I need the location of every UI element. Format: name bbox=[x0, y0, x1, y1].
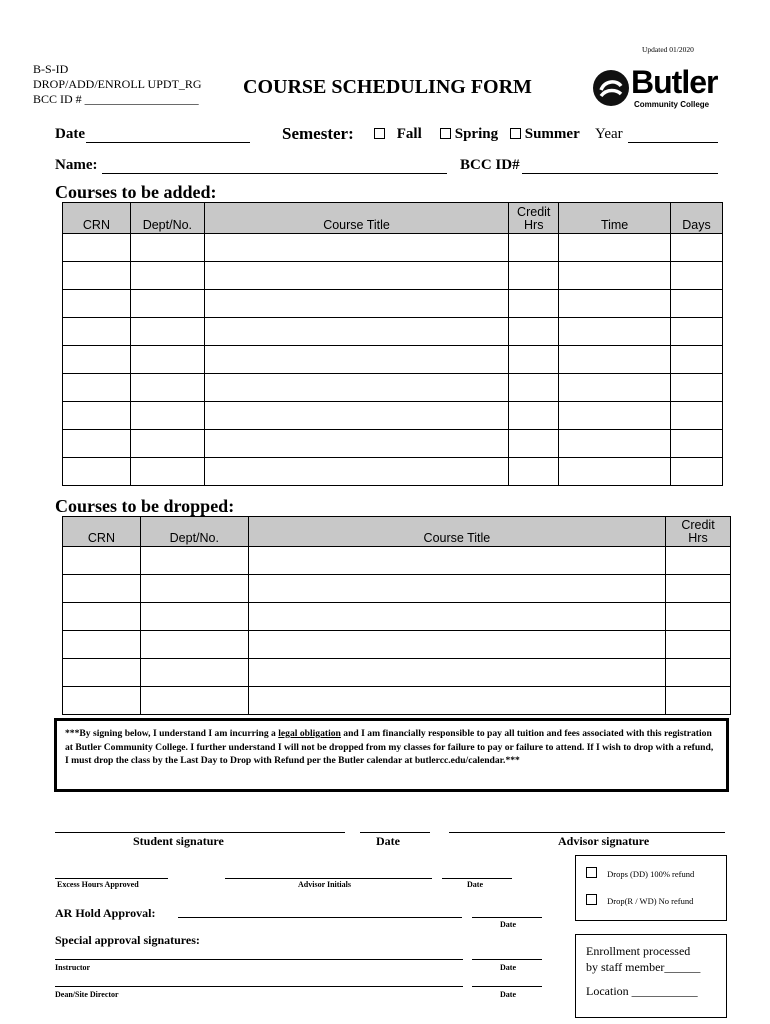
col-credit-hrs bbox=[666, 517, 731, 547]
table-cell[interactable] bbox=[140, 687, 248, 715]
table-cell[interactable] bbox=[248, 603, 665, 631]
table-row bbox=[63, 290, 723, 318]
drop-table-header bbox=[63, 517, 731, 547]
table-cell[interactable] bbox=[509, 290, 559, 318]
table-row bbox=[63, 575, 731, 603]
table-cell[interactable] bbox=[130, 458, 204, 486]
add-courses-table bbox=[62, 202, 723, 486]
credit-line2: Hrs bbox=[688, 531, 708, 545]
table-cell[interactable] bbox=[671, 430, 723, 458]
date-field[interactable] bbox=[86, 127, 250, 143]
table-cell[interactable] bbox=[130, 234, 204, 262]
table-cell[interactable] bbox=[559, 290, 671, 318]
table-cell[interactable] bbox=[130, 430, 204, 458]
advisor-initials-label: Advisor Initials bbox=[298, 880, 351, 889]
table-row bbox=[63, 402, 723, 430]
col-days: Days bbox=[671, 203, 723, 234]
special-approval-label: Special approval signatures: bbox=[55, 933, 200, 947]
table-cell[interactable] bbox=[509, 458, 559, 486]
form-title: COURSE SCHEDULING FORM bbox=[243, 76, 532, 98]
table-cell[interactable] bbox=[671, 374, 723, 402]
instructor-date-field[interactable] bbox=[472, 947, 542, 960]
bcc-id-header: BCC ID # ___________________ bbox=[33, 92, 199, 106]
instructor-field[interactable] bbox=[55, 947, 463, 960]
col-crn: CRN bbox=[63, 203, 131, 234]
refund-100-checkbox[interactable] bbox=[586, 867, 597, 878]
table-cell[interactable] bbox=[140, 603, 248, 631]
col-dept: Dept/No. bbox=[140, 517, 248, 547]
dean-date-field[interactable] bbox=[472, 974, 542, 987]
col-credit-hrs bbox=[509, 203, 559, 234]
table-row bbox=[63, 547, 731, 575]
table-cell[interactable] bbox=[559, 430, 671, 458]
excess-date-label: Date bbox=[467, 880, 483, 889]
table-row bbox=[63, 430, 723, 458]
drop-section-title: Courses to be dropped: bbox=[55, 496, 235, 516]
refund-option-2[interactable] bbox=[586, 894, 693, 906]
table-cell[interactable] bbox=[671, 346, 723, 374]
notice-text-start: ***By signing below, I understand I am incurring a bbox=[65, 728, 279, 739]
table-cell[interactable] bbox=[559, 458, 671, 486]
credit-line1: Credit bbox=[681, 518, 715, 532]
col-course-title: Course Title bbox=[248, 517, 665, 547]
table-cell[interactable] bbox=[559, 402, 671, 430]
summer-label: Summer bbox=[524, 126, 580, 142]
table-cell[interactable] bbox=[130, 346, 204, 374]
table-cell[interactable] bbox=[509, 234, 559, 262]
legal-notice-box bbox=[54, 718, 729, 792]
table-cell[interactable] bbox=[140, 659, 248, 687]
table-row bbox=[63, 687, 731, 715]
bsid-label: B-S-ID bbox=[33, 62, 69, 76]
bcc-id-field[interactable] bbox=[522, 158, 718, 174]
table-row bbox=[63, 318, 723, 346]
date-label: Date bbox=[55, 126, 85, 142]
table-cell[interactable] bbox=[509, 262, 559, 290]
table-row bbox=[63, 346, 723, 374]
notice-text-end: and I am financially responsible to pay all tuition and fees associated with this registration at Butler Community College. I further understand I will not be dropped from my classes for failure to pay or failure to attend. If I wish to drop with a refund, I must drop the class by the Last Day to Drop with Refund per the Butler calendar at butlercc.edu/calendar.*** bbox=[65, 728, 714, 766]
table-cell[interactable] bbox=[63, 687, 141, 715]
table-cell[interactable] bbox=[248, 547, 665, 575]
semester-label: Semester: bbox=[282, 124, 354, 143]
table-cell[interactable] bbox=[130, 402, 204, 430]
excess-hours-field[interactable] bbox=[55, 866, 168, 879]
table-cell[interactable] bbox=[63, 318, 131, 346]
table-cell[interactable] bbox=[248, 659, 665, 687]
table-cell[interactable] bbox=[63, 402, 131, 430]
table-cell[interactable] bbox=[63, 603, 141, 631]
table-cell[interactable] bbox=[63, 575, 141, 603]
table-cell[interactable] bbox=[509, 374, 559, 402]
table-cell[interactable] bbox=[204, 234, 508, 262]
advisor-signature-label: Advisor signature bbox=[558, 834, 650, 848]
advisor-signature-field[interactable] bbox=[449, 820, 725, 833]
enrollment-line2[interactable]: by staff member______ bbox=[586, 960, 701, 974]
table-cell[interactable] bbox=[248, 687, 665, 715]
refund-100-label: Drops (DD) 100% refund bbox=[607, 869, 695, 879]
table-cell[interactable] bbox=[248, 575, 665, 603]
table-cell[interactable] bbox=[130, 290, 204, 318]
table-cell[interactable] bbox=[63, 234, 131, 262]
table-cell[interactable] bbox=[63, 262, 131, 290]
logo-subtitle: Community College bbox=[634, 100, 710, 109]
credit-line1: Credit bbox=[517, 205, 551, 219]
advisor-initials-field[interactable] bbox=[225, 866, 432, 879]
table-cell[interactable] bbox=[671, 290, 723, 318]
table-cell[interactable] bbox=[63, 458, 131, 486]
table-cell[interactable] bbox=[63, 430, 131, 458]
ar-hold-label: AR Hold Approval: bbox=[55, 906, 156, 920]
fall-checkbox[interactable] bbox=[374, 128, 385, 139]
table-cell[interactable] bbox=[130, 262, 204, 290]
table-row bbox=[63, 458, 723, 486]
table-cell[interactable] bbox=[666, 603, 731, 631]
year-label: Year bbox=[595, 126, 623, 142]
col-crn: CRN bbox=[63, 517, 141, 547]
table-cell[interactable] bbox=[559, 374, 671, 402]
table-cell[interactable] bbox=[509, 402, 559, 430]
add-table-header bbox=[63, 203, 723, 234]
ar-hold-field[interactable] bbox=[178, 905, 462, 918]
table-cell[interactable] bbox=[671, 262, 723, 290]
student-signature-label: Student signature bbox=[133, 834, 224, 848]
student-date-field[interactable] bbox=[360, 820, 430, 833]
fall-label: Fall bbox=[396, 126, 422, 142]
notice-legal-obligation: legal obligation bbox=[278, 728, 341, 739]
table-row bbox=[63, 631, 731, 659]
table-cell[interactable] bbox=[204, 402, 508, 430]
student-date-label: Date bbox=[376, 834, 400, 848]
refund-box bbox=[575, 855, 727, 921]
logo-name: Butler bbox=[631, 64, 718, 100]
no-refund-label: Drop(R / WD) No refund bbox=[607, 896, 694, 906]
table-cell[interactable] bbox=[559, 346, 671, 374]
table-cell[interactable] bbox=[130, 318, 204, 346]
spring-option[interactable] bbox=[440, 126, 498, 143]
excess-date-field[interactable] bbox=[442, 866, 512, 879]
name-field[interactable] bbox=[102, 158, 447, 174]
no-refund-checkbox[interactable] bbox=[586, 894, 597, 905]
table-cell[interactable] bbox=[509, 430, 559, 458]
table-cell[interactable] bbox=[671, 402, 723, 430]
col-time: Time bbox=[559, 203, 671, 234]
table-cell[interactable] bbox=[63, 346, 131, 374]
table-row bbox=[63, 234, 723, 262]
table-cell[interactable] bbox=[130, 374, 204, 402]
dean-field[interactable] bbox=[55, 974, 463, 987]
table-cell[interactable] bbox=[559, 318, 671, 346]
table-cell[interactable] bbox=[666, 659, 731, 687]
table-row bbox=[63, 374, 723, 402]
instructor-date-label: Date bbox=[500, 963, 516, 972]
table-cell[interactable] bbox=[509, 346, 559, 374]
table-row bbox=[63, 603, 731, 631]
spring-checkbox[interactable] bbox=[440, 128, 451, 139]
table-cell[interactable] bbox=[204, 262, 508, 290]
table-row bbox=[63, 659, 731, 687]
instructor-label: Instructor bbox=[55, 963, 91, 972]
name-label: Name: bbox=[55, 157, 98, 173]
enrollment-location[interactable]: Location ___________ bbox=[586, 984, 698, 998]
table-cell[interactable] bbox=[63, 290, 131, 318]
table-cell[interactable] bbox=[140, 575, 248, 603]
table-cell[interactable] bbox=[666, 547, 731, 575]
table-cell[interactable] bbox=[671, 234, 723, 262]
table-cell[interactable] bbox=[671, 318, 723, 346]
table-cell[interactable] bbox=[666, 687, 731, 715]
excess-hours-label: Excess Hours Approved bbox=[57, 880, 139, 889]
dean-label: Dean/Site Director bbox=[55, 990, 119, 999]
student-signature-field[interactable] bbox=[55, 820, 345, 833]
summer-checkbox[interactable] bbox=[510, 128, 521, 139]
table-cell[interactable] bbox=[140, 547, 248, 575]
table-cell[interactable] bbox=[666, 631, 731, 659]
table-cell[interactable] bbox=[666, 575, 731, 603]
table-cell[interactable] bbox=[204, 318, 508, 346]
table-cell[interactable] bbox=[204, 458, 508, 486]
credit-line2: Hrs bbox=[524, 218, 544, 232]
table-cell[interactable] bbox=[63, 631, 141, 659]
table-cell[interactable] bbox=[63, 374, 131, 402]
table-cell[interactable] bbox=[671, 458, 723, 486]
refund-option-1[interactable] bbox=[586, 867, 694, 879]
col-course-title: Course Title bbox=[204, 203, 508, 234]
drop-add-label: DROP/ADD/ENROLL UPDT_RG bbox=[33, 77, 202, 91]
ar-hold-date-field[interactable] bbox=[472, 905, 542, 918]
fall-option[interactable] bbox=[374, 126, 422, 143]
bcc-id-label: BCC ID# bbox=[460, 157, 520, 173]
summer-option[interactable] bbox=[510, 126, 580, 143]
logo bbox=[591, 66, 721, 110]
spring-label: Spring bbox=[454, 126, 499, 142]
butler-logo-icon bbox=[591, 68, 631, 108]
table-cell[interactable] bbox=[204, 430, 508, 458]
add-section-title: Courses to be added: bbox=[55, 182, 217, 202]
drop-courses-table bbox=[62, 516, 731, 715]
enrollment-line1: Enrollment processed bbox=[586, 944, 691, 958]
table-cell[interactable] bbox=[559, 262, 671, 290]
table-cell[interactable] bbox=[204, 346, 508, 374]
enrollment-box bbox=[575, 934, 727, 1018]
table-row bbox=[63, 262, 723, 290]
updated-date: Updated 01/2020 bbox=[642, 45, 694, 54]
col-dept: Dept/No. bbox=[130, 203, 204, 234]
table-cell[interactable] bbox=[204, 374, 508, 402]
table-cell[interactable] bbox=[63, 547, 141, 575]
table-cell[interactable] bbox=[140, 631, 248, 659]
table-cell[interactable] bbox=[509, 318, 559, 346]
table-cell[interactable] bbox=[63, 659, 141, 687]
year-field[interactable] bbox=[628, 127, 718, 143]
table-cell[interactable] bbox=[204, 290, 508, 318]
table-cell[interactable] bbox=[559, 234, 671, 262]
dean-date-label: Date bbox=[500, 990, 516, 999]
ar-hold-date-label: Date bbox=[500, 920, 516, 929]
table-cell[interactable] bbox=[248, 631, 665, 659]
